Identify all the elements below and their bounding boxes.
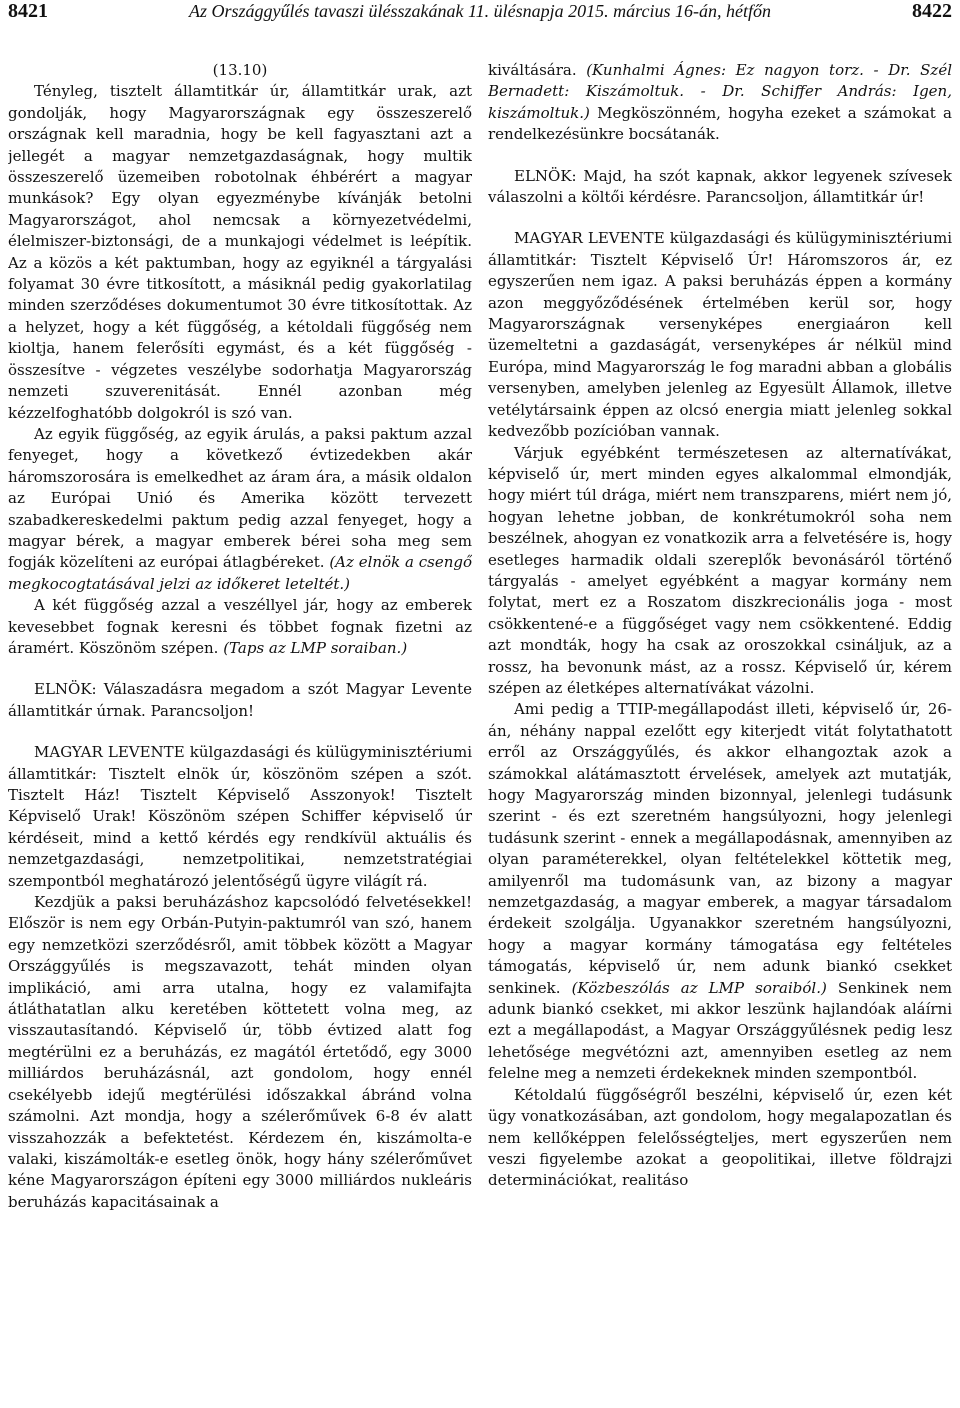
text-run: Egy olyan egyezménybe kívánják betolni Magyarországot, ahol nemcsak a környezetvédelmi, élelmiszer-biztonsági, de a munkajogi védelmet is leépítik. bbox=[8, 189, 472, 251]
text-run: Várjuk egyébként természetesen az alternatívákat, képviselő úr, mert minden egyes alkalommal elmondják, hogy miért túl drága, miért nem transzparens, miért nem jó, hogyan lehetne jobban, de konkrétumokról soha nem beszélnek, ahogyan ez vonatkozik arra a felvetésére is, hogy esetleges harmadik oldali szereplők bevonásáról történő tárgyalás - amelyet egyébként a magyar kormány nem folytat, mert ez a Roszatom diszkrecionális joga - most csökkentené-e a függőséget vagy nem csökkentené. bbox=[488, 443, 952, 633]
paragraph bbox=[8, 595, 472, 659]
paragraph bbox=[488, 60, 952, 146]
paragraph bbox=[8, 424, 472, 595]
timestamp: (13.10) bbox=[212, 61, 268, 79]
right-column bbox=[488, 60, 952, 1404]
interjection: (Közbeszólás az LMP soraiból.) bbox=[571, 978, 827, 997]
text-run: Az egyik függőség, az egyik árulás, a paksi paktum azzal fenyeget, hogy a következő évtizedekben akár háromszorosára is emelkedhet az áram ára, a másik oldalon az Európai Unió és Amerika között tervezett szabadkereskedelmi paktum pedig azzal fenyeget, hogy a magyar bérek, a magyar emberek bérei soha meg sem fogják közelíteni az európai átlagbéreket. bbox=[8, 424, 472, 572]
interjection: (Kunhalmi Ágnes: Ez nagyon torz. - Dr. Szél Bernadett: Kiszámoltuk. - Dr. Schiffer András: Igen, kiszámoltuk.) bbox=[488, 61, 952, 122]
text-run: Megköszönném, hogyha ezeket a számokat a rendelkezésünkre bocsátanák. bbox=[488, 103, 952, 144]
speaker-paragraph bbox=[488, 228, 952, 442]
text-run: Tényleg, tisztelt államtitkár úr, államtitkár urak, azt gondolják, hogy Magyarországnak egy összeszerelő országnak kell maradnia, hogy be kell fagyasztani azt a jellegét a magyar nemzetgazdaságnak, hogy multik összeszerelő üzemeiben robotolnak éhbérért a magyar munkások? bbox=[8, 82, 472, 208]
paragraph bbox=[488, 699, 952, 1084]
page-header bbox=[8, 0, 952, 30]
left-column bbox=[8, 60, 472, 1404]
paragraph: Kétoldalú függőségről beszélni, képviselő úr, ezen két ügy vonatkozásában, azt gondolom, hogy megalapozatlan és nem kellőképpen felelősségteljes, mert egyszerűen nem veszi figyelembe azokat a geopolitikai, illetve földrajzi determinációkat, realitáso bbox=[488, 1085, 952, 1190]
text-run: Eddig azt mondták, hogy ha csak az oroszokkal csináljuk, az a rossz, ha bevonunk mást, az a rossz. Képviselő úr, kérem szépen az életképes alternatívákat vázolni. bbox=[488, 614, 952, 697]
text-run: Azt mondja, hogy a szélerőművek 6-8 év alatt visszahozzák a befektetést. Kérdezem én, kiszámolta-e valaki, kiszámolták-e esetleg önök, hogy hány szélerőművet kéne Magyarországon építeni egy 3000 milliárdos nukleáris beruházás kapacitásainak a bbox=[8, 1107, 472, 1211]
text-run: MAGYAR LEVENTE külgazdasági és külügyminisztériumi államtitkár: Tisztelt Képviselő Úr! Háromszoros ár, ez egyszerűen nem igaz. bbox=[488, 229, 952, 291]
text-run: kiváltására. bbox=[488, 61, 587, 79]
speaker-paragraph bbox=[8, 742, 472, 892]
stage-direction: (Az elnök a csengő megkocogtatásával jelzi az időkeret leteltét.) bbox=[8, 553, 472, 593]
running-title: Az Országgyűlés tavaszi ülésszakának 11. ülésnapja 2015. március 16-án, hétfőn bbox=[189, 1, 771, 21]
paragraph bbox=[488, 443, 952, 700]
chair-statement: ELNÖK: Válaszadásra megadom a szót Magyar Levente államtitkár úrnak. Parancsoljon! bbox=[8, 680, 472, 720]
paragraph bbox=[8, 81, 472, 424]
text-run: Tisztelt Képviselő Asszonyok! Tisztelt Képviselő Urak! Köszönöm szépen Schiffer képviselő úr kérdéseit, mind a kettő kérdés egy rendkívül aktuális és nemzetgazdasági, nemzetpolitikai, nemzetstratégiai szempontból meghatározó jelentőségű ügyre világít rá. bbox=[8, 786, 472, 890]
page-number-left: 8421 bbox=[8, 0, 48, 22]
paragraph bbox=[8, 892, 472, 1213]
page-number-right: 8422 bbox=[912, 0, 952, 22]
text-run: A két függőség azzal a veszéllyel jár, hogy az emberek kevesebbet fognak keresni és többet fognak fizetni az áramért. Köszönöm szépen. bbox=[8, 596, 472, 657]
text-run: Senkinek nem adunk biankó csekket, mi akkor leszünk hajlandóak aláírni ezt a megállapodást, a Magyar Országgyűlésnek pedig lesz lehetősége megvétózni azt, amennyiben esetleg az nem felelne meg a nemzeti érdekeknek minden szempontból. bbox=[488, 978, 952, 1083]
text-run: Képviselő úr, több évtized alatt fog megtérülni ez a beruházás, ez magától értetődő, egy 3000 milliárdos beruházásnál, azt gondolom, hogy ennél csekélyebb idejű megtérülési időszakkal ábránd volna számolni. bbox=[8, 1021, 472, 1126]
text-run: Ugyanakkor szeretném hangsúlyozni, hogy a magyar kormány támogatása egy feltételes támogatás, képviselő úr, nem adunk biankó csekket senkinek. bbox=[488, 914, 952, 997]
text-run: Az a közös a két paktumban, hogy az egyiknél a tárgyalási folyamat 30 évre titkosított, a másiknál pedig gyakorlatilag minden szerződéses dokumentumot 30 évre titkosítottak. bbox=[8, 253, 472, 315]
text-run: Az a helyzet, hogy a két függőség, a kétoldali függőség nem kioltja, hanem felerősíti egymást, és a két függőség - összesítve - végzetes veszélybe sodorhatja Magyarország nemzeti szuverenitását. Ennél azonban még kézzelfoghatóbb dolgokról is szó van. bbox=[8, 296, 472, 422]
text-run: Ami pedig a TTIP-megállapodást illeti, képviselő úr, 26-án, néhány nappal ezelőtt egy kiterjedt vitát folytathatott erről az Országgyűlés, és akkor elhangoztak azok a számokkal alátámasztott érvelések, amelyek azt mutatják, hogy Magyarország minden bizonnyal, jelenlegi tudásunk szerint - és ezt szeretném hangsúlyozni, hogy jelenlegi tudásunk szerint - ennek a megállapodásnak, amennyiben az olyan paraméterekkel, olyan feltételekkel köttetik meg, amilyenről ma tudomásunk van, az bizony a magyar nemzetgazdaság, a magyar emberek, a magyar társadalom érdekeit szolgálja. bbox=[488, 700, 952, 933]
text-run: Kezdjük a paksi beruházáshoz kapcsolódó felvetésekkel! bbox=[34, 893, 472, 912]
text-run: A paksi beruházás éppen a kormány azon meggyőződésének értelmében kerül sor, hogy Magyarországnak versenyképes energiaáron kell üzemeltetni a gazdaságát, versenyképes ár nélkül mind Európa, mind Magyarország le fog maradni abban a globális versenyben, amelyben jelenleg az Egyesült Államok, illetve vetélytársaink éppen az olcsó energia miatt jelenleg sokkal kedvezőbb pozícióban vannak. bbox=[488, 272, 952, 441]
text-run: MAGYAR LEVENTE külgazdasági és külügyminisztériumi államtitkár: Tisztelt elnök úr, köszönöm szépen a szót. Tisztelt Ház! bbox=[8, 743, 472, 804]
text-run: Először is nem egy Orbán-Putyin-paktumról van szó, hanem egy nemzetközi szerződésről, amit többek között a Magyar Országgyűlés is megszavazott, tehát minden olyan implikáció, ami arra utalna, hogy ez valamifajta átláthatatlan alku keretében köttetett volna meg, az visszautasítandó. bbox=[8, 914, 472, 1040]
chair-statement: ELNÖK: Majd, ha szót kapnak, akkor legyenek szívesek válaszolni a költői kérdésre. Parancsoljon, államtitkár úr! bbox=[488, 166, 952, 207]
stage-direction: (Taps az LMP soraiban.) bbox=[223, 638, 408, 657]
